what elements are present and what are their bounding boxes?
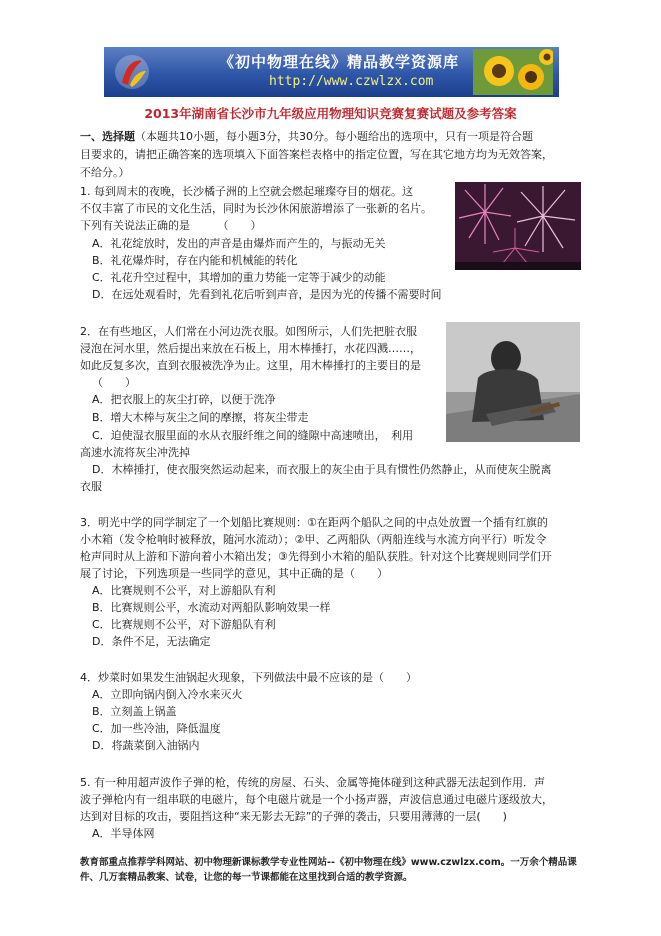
question-5-option: A．半导体网: [92, 827, 155, 840]
question-2-option: C．迫使湿衣服里面的水从衣服纤维之间的缝隙中高速喷出， 利用: [92, 429, 414, 442]
question-4-option: C．加一些冷油，降低温度: [92, 722, 221, 735]
question-4-line: 4．炒菜时如果发生油锅起火现象，下列做法中最不应该的是（ ）: [80, 671, 417, 684]
section-heading: 一、选择题: [80, 130, 135, 143]
question-1-line: 不仅丰富了市民的文化生活，同时为长沙休闲旅游增添了一张新的名片。: [80, 202, 432, 215]
question-2-option: 衣服: [80, 480, 102, 493]
question-2-line: 如此反复多次，直到衣服被洗净为止。这里，用木棒捶打的主要目的是: [80, 359, 421, 372]
question-2-option: D．木棒捶打，使衣服突然运动起来，而衣服上的灰尘由于具有惯性仍然静止，从而使灰尘脱离: [92, 463, 552, 476]
section-instruction-line: 目要求的，请把正确答案的选项填入下面答案栏表格中的指定位置，写在其它地方均为无效答案，: [80, 148, 553, 161]
page-footer: [80, 855, 600, 885]
question-3-line: 小木箱（发令枪响时被释放，随河水流动）；②甲、乙两船队（两船连线与水流方向平行）听发令: [80, 533, 547, 546]
footer-line: 教育部重点推荐学科网站、初中物理新课标教学专业性网站--《初中物理在线》www.czwlzx.com。一万余个精品课: [80, 857, 577, 868]
question-2-line: （ ）: [92, 376, 136, 389]
question-1-option: D．在远处观看时，先看到礼花后听到声音，是因为光的传播不需要时间: [92, 288, 442, 301]
question-3-option: B．比赛规则公平，水流动对两船队影响效果一样: [92, 601, 331, 614]
banner-title: 《初中物理在线》精品教学资源库: [219, 53, 460, 71]
question-5-line: 5. 有一种用超声波作子弹的枪，传统的房屋、石头、金属等掩体碰到这种武器无法起到作用．声: [80, 776, 545, 789]
site-logo-icon: [112, 53, 152, 91]
question-2-line: 2．在有些地区，人们常在小河边洗衣服。如图所示，人们先把脏衣服: [80, 325, 417, 338]
sunflower-icon: [473, 49, 553, 95]
question-2-option: A．把衣服上的灰尘打碎，以便于洗净: [92, 393, 276, 406]
question-3-option: A．比赛规则不公平，对上游船队有利: [92, 584, 276, 597]
question-1-line: 1. 每到周末的夜晚，长沙橘子洲的上空就会燃起璀璨夺目的烟花。这: [80, 185, 413, 198]
question-4-option: D．将蔬菜倒入油锅内: [92, 739, 200, 752]
question-4-option: A．立即向锅内倒入冷水来灭火: [92, 688, 243, 701]
question-5-line: 达到对目标的攻击，要阻挡这种“来无影去无踪”的子弹的袭击，只要用薄薄的一层( ): [80, 810, 507, 823]
fireworks-photo: [455, 182, 581, 270]
footer-line: 件、几万套精品教案、试卷，让您的每一节课都能在这里找到合适的教学资源。: [80, 872, 413, 883]
question-3-option: C．比赛规则不公平，对下游船队有利: [92, 618, 276, 631]
question-4-option: B．立刻盖上锅盖: [92, 705, 177, 718]
washing-clothes-photo: [446, 322, 580, 442]
document-title: 2013年湖南省长沙市九年级应用物理知识竞赛复赛试题及参考答案: [144, 106, 517, 121]
question-1-option: C．礼花升空过程中，其增加的重力势能一定等于减少的动能: [92, 271, 386, 284]
section-intro: [80, 128, 533, 146]
question-5-line: 波子弹枪内有一组串联的电磁片，每个电磁片就是一个小扬声器，声波信息通过电磁片逐级放大，: [80, 793, 553, 806]
question-3-line: 枪声同时从上游和下游向着小木箱出发；③先得到小木箱的船队获胜。针对这个比赛规则同学们开: [80, 550, 552, 563]
question-1-option: A．礼花绽放时，发出的声音是由爆炸而产生的，与振动无关: [92, 237, 386, 250]
site-banner: [104, 47, 559, 97]
question-1-line: 下列有关说法正确的是 （ ）: [80, 219, 262, 232]
question-3-line: 展了讨论，下列选项是一些同学的意见，其中正确的是（ ）: [80, 567, 388, 580]
section-instruction-line: 不给分。）: [80, 166, 130, 179]
question-2-option: B．增大木棒与灰尘之间的摩擦，将灰尘带走: [92, 411, 309, 424]
question-3-option: D．条件不足，无法确定: [92, 635, 211, 648]
banner-url: http://www.czwlzx.com: [269, 74, 434, 89]
question-1-option: B．礼花爆炸时，存在内能和机械能的转化: [92, 254, 298, 267]
question-2-option: 高速水流将灰尘冲洗掉: [80, 446, 190, 459]
question-3-line: 3．明光中学的同学制定了一个划船比赛规则：①在距两个船队之间的中点处放置一个插有红旗的: [80, 516, 548, 529]
section-instruction-line: （本题共10小题，每小题3分，共30分。每小题给出的选项中，只有一项是符合题: [135, 130, 533, 143]
question-2-line: 浸泡在河水里，然后提出来放在石板上，用木棒捶打，水花四溅……，: [80, 342, 421, 355]
